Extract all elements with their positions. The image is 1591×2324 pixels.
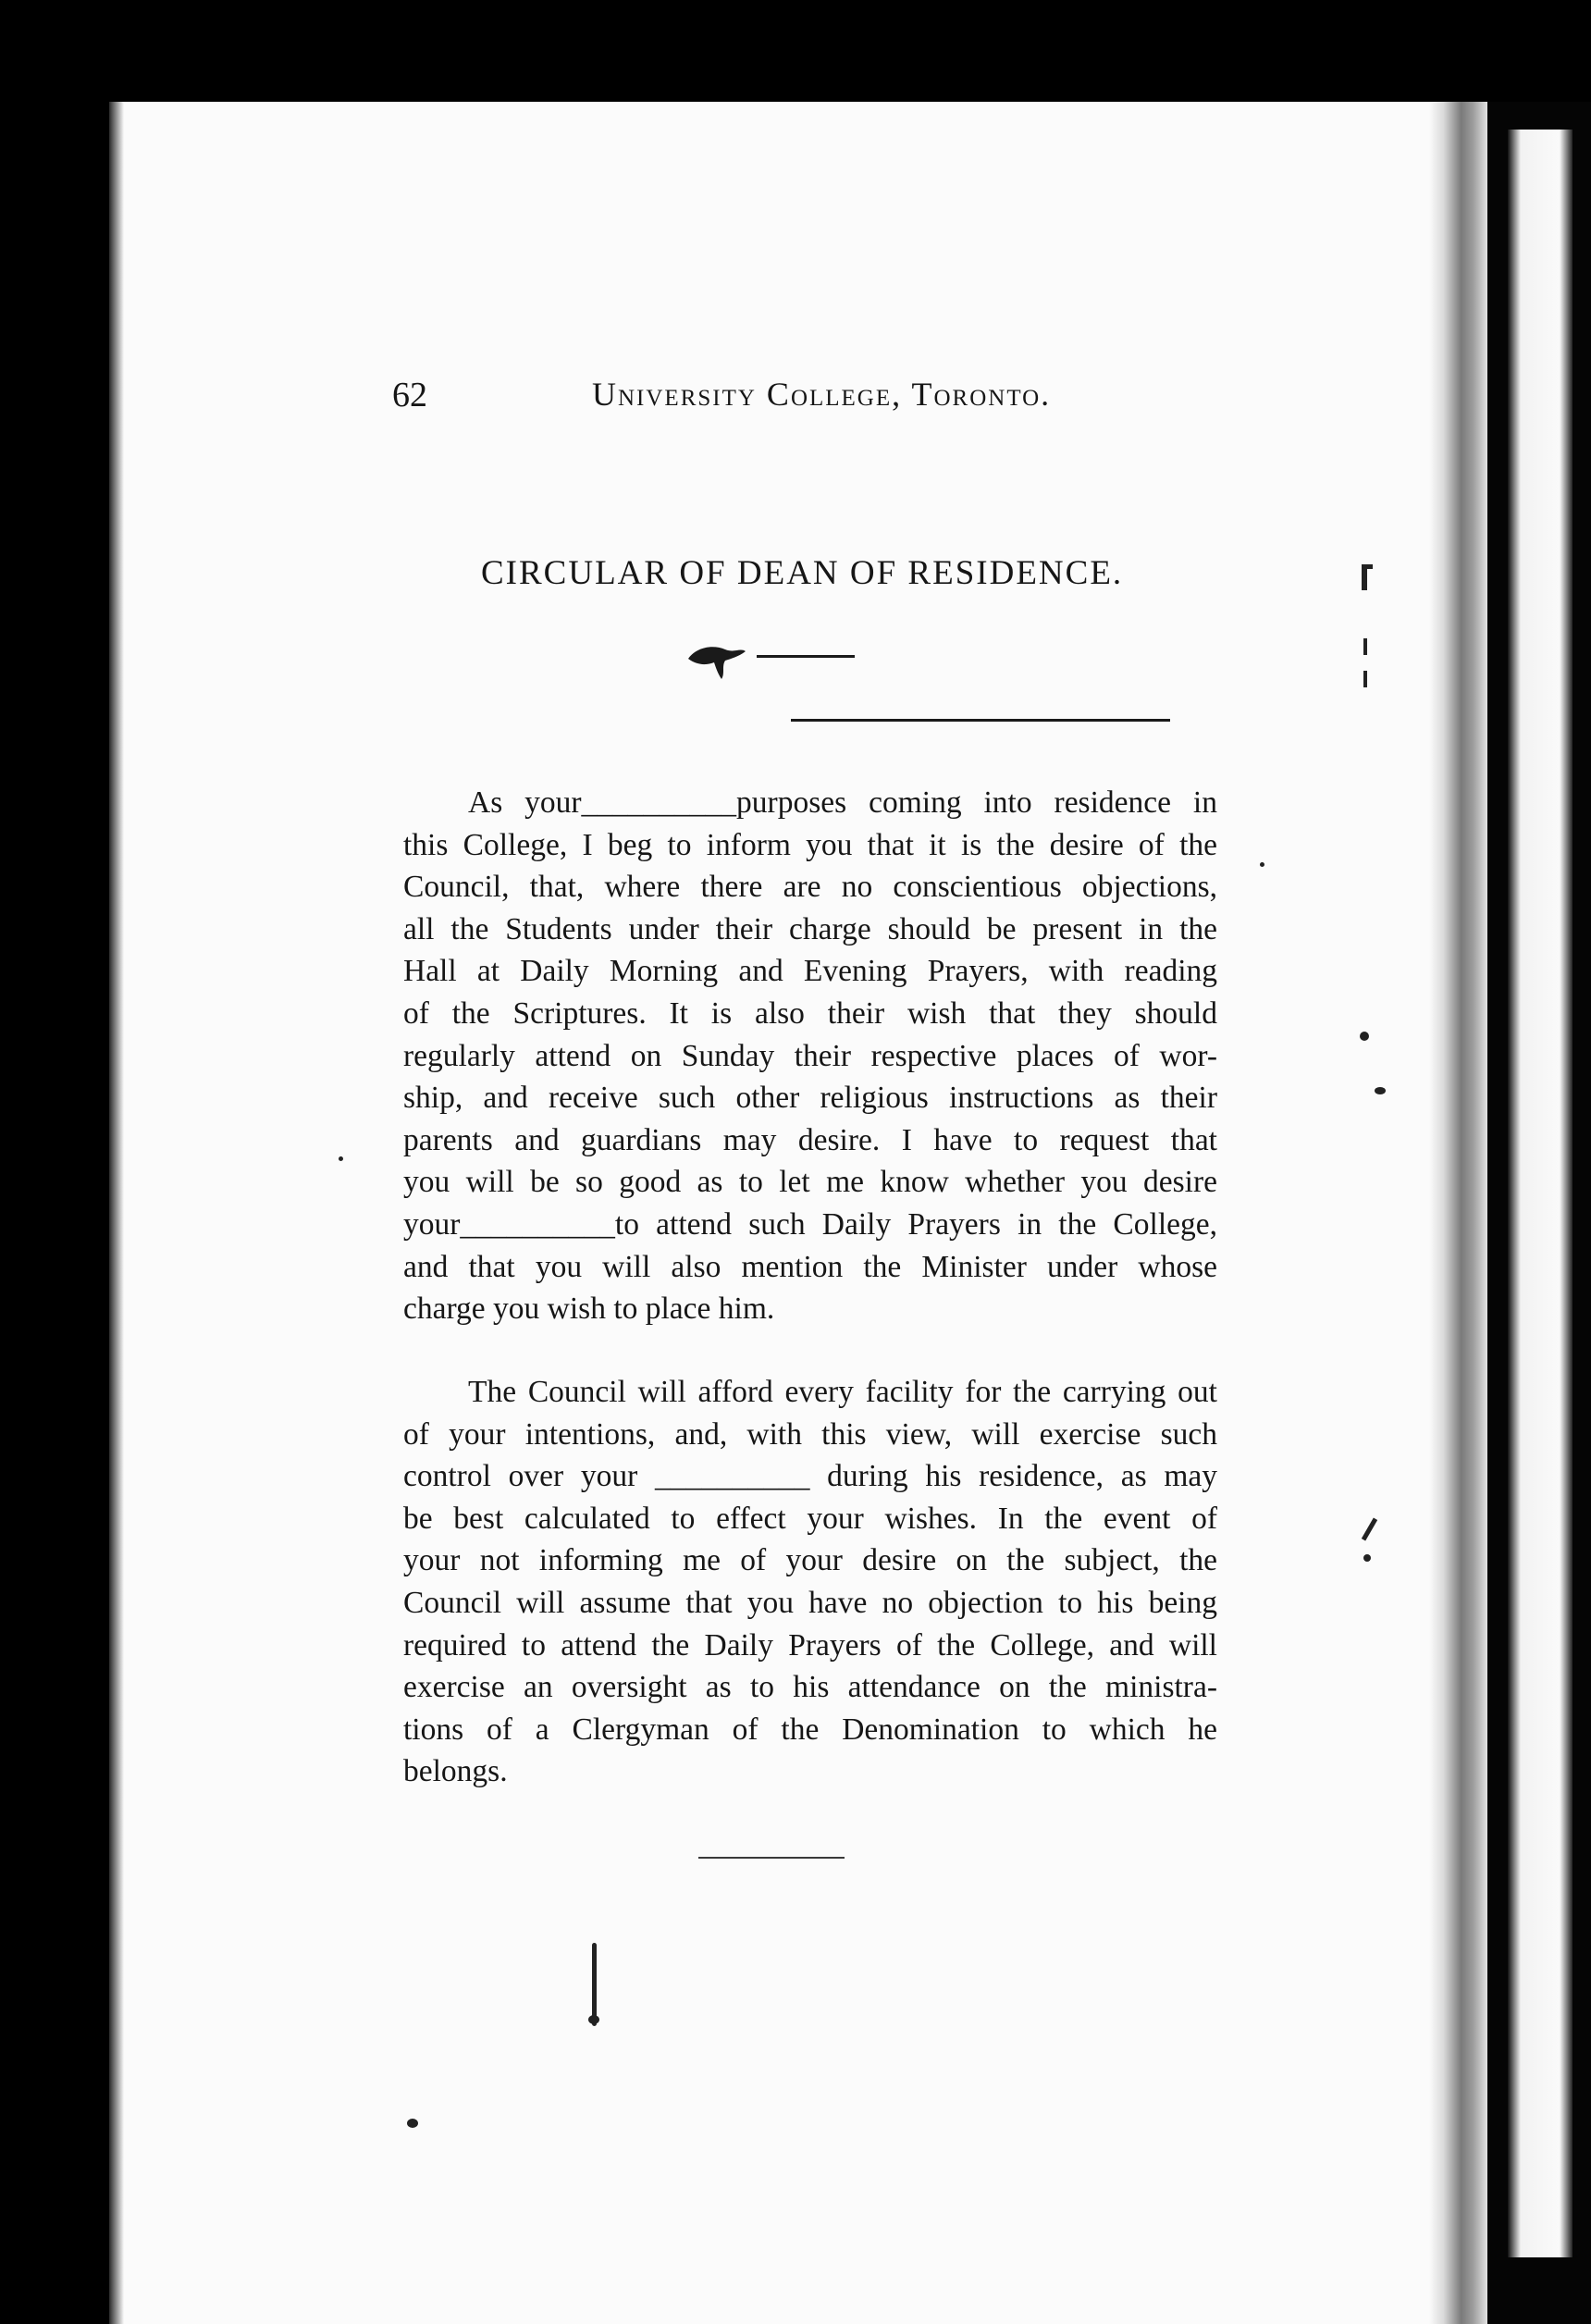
closing-rule <box>698 1857 845 1859</box>
scan-speck <box>1363 671 1367 687</box>
text-line: tions of a Clergyman of the Denomination to which he <box>403 1712 1217 1747</box>
text-line: belongs. <box>403 1754 508 1789</box>
title-rule <box>757 655 855 658</box>
text-line: control over your __________ during his residence, as may <box>403 1459 1217 1494</box>
text-line: be best calculated to effect your wishes. In the event of <box>403 1501 1217 1536</box>
text-line: charge you wish to place him. <box>403 1292 775 1327</box>
scan-speck <box>1363 1554 1371 1562</box>
text-line: regularly attend on Sunday their respective places of wor- <box>403 1038 1217 1073</box>
text-line: your not informing me of your desire on the subject, the <box>403 1543 1217 1578</box>
scan-border-right <box>1487 102 1591 2324</box>
page-number: 62 <box>392 376 427 414</box>
text-line: As your__________purposes coming into residence in <box>468 785 1217 820</box>
text-line: all the Students under their charge should be present in the <box>403 911 1217 946</box>
scan-speck <box>588 2015 599 2024</box>
scan-speck <box>1375 1087 1386 1094</box>
text-line: this College, I beg to inform you that it is the desire of the <box>403 827 1217 862</box>
text-line: and that you will also mention the Minister under whose <box>403 1249 1217 1284</box>
scan-speck <box>1260 862 1264 867</box>
text-line: The Council will afford every facility for the carrying out <box>468 1375 1217 1409</box>
scan-border-top <box>0 0 1591 102</box>
text-line: your__________to attend such Daily Prayers in the College, <box>403 1206 1217 1242</box>
text-line: Hall at Daily Morning and Evening Prayers, with reading <box>403 954 1217 989</box>
text-line: exercise an oversight as to his attendance on the ministra- <box>403 1670 1217 1705</box>
page-edge-shadow <box>109 102 124 2324</box>
paragraph-2 <box>403 1371 1217 1793</box>
book-gutter <box>1429 102 1487 2324</box>
scan-speck <box>339 1156 343 1161</box>
scan-speck <box>1360 1032 1369 1041</box>
paragraph-1 <box>403 782 1217 1330</box>
text-line: required to attend the Daily Prayers of the College, and will <box>403 1627 1217 1663</box>
running-title: University College, Toronto. <box>592 376 1052 413</box>
scan-speck <box>1362 564 1373 569</box>
section-rule <box>791 719 1170 722</box>
page-title: CIRCULAR OF DEAN OF RESIDENCE. <box>481 554 1124 592</box>
scan-speck <box>592 1943 597 2026</box>
ornament-icon <box>684 638 747 681</box>
scan-speck <box>407 2119 418 2128</box>
text-line: you will be so good as to let me know whether you desire <box>403 1165 1217 1200</box>
text-line: of the Scriptures. It is also their wish that they should <box>403 995 1217 1031</box>
facing-page-edge <box>1508 130 1572 2257</box>
text-line: of your intentions, and, with this view, will exercise such <box>403 1416 1217 1452</box>
scan-speck <box>1363 638 1367 655</box>
text-line: ship, and receive such other religious instructions as their <box>403 1081 1217 1116</box>
text-line: Council, that, where there are no conscientious objections, <box>403 870 1217 905</box>
text-line: parents and guardians may desire. I have to request that <box>403 1122 1217 1157</box>
text-line: Council will assume that you have no objection to his being <box>403 1585 1217 1620</box>
